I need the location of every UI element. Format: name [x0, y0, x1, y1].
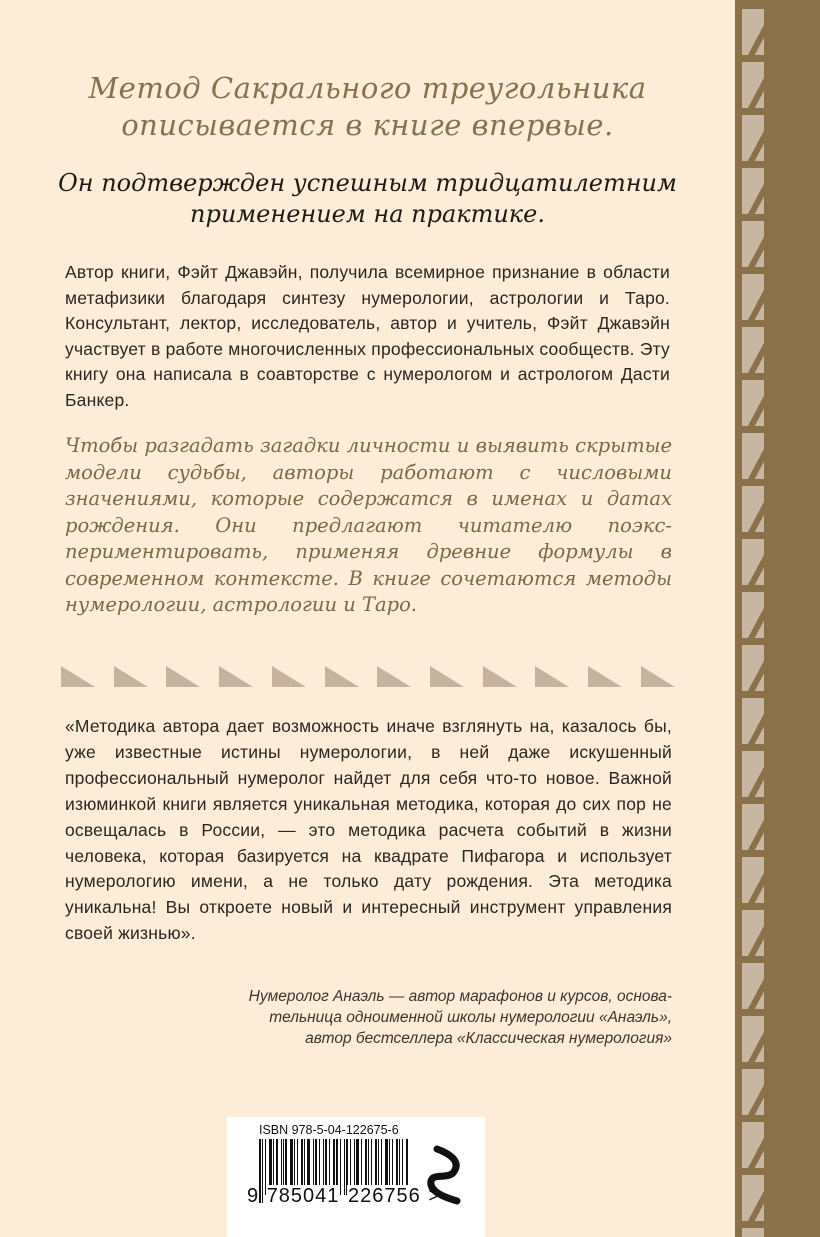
barcode-panel [227, 1117, 485, 1237]
barcode-arrow: > [428, 1185, 441, 1207]
spine-ornament [742, 0, 764, 1237]
quote-attribution [150, 986, 672, 1049]
triangle-ornament [325, 666, 359, 687]
spine-box [742, 1069, 764, 1115]
triangle-ornament [166, 666, 200, 687]
subheadline [0, 168, 735, 230]
description-paragraph: Чтобы разгадать загадки личности и выявить скрытые модели судьбы, авторы работают с числовыми значениями, которые содержатся в именах и датах рождения. Они предлагают читателю поэкспериментировать, применяя древние формулы в современном контексте. В книге сочетаются методы нумерологии, астрологии и Таро. [65, 434, 672, 616]
spine-box [742, 910, 764, 956]
subheadline-line-1: Он подтвержден успешным тридцатилетним [58, 169, 677, 197]
spine-box [742, 857, 764, 903]
spine-box [742, 62, 764, 108]
triangle-ornament [61, 666, 95, 687]
barcode-digits-group-2: 226756 [348, 1185, 421, 1207]
headline-line-1: Метод Сакрального треугольника [88, 71, 647, 105]
spine-box [742, 486, 764, 532]
spine-box [742, 1228, 764, 1237]
triangle-ornament [430, 666, 464, 687]
attribution-line-3: автор бестселлера «Классическая нумерология» [305, 1030, 672, 1047]
eksmo-logo-icon [423, 1145, 467, 1205]
spine-box [742, 592, 764, 638]
spine-box [742, 9, 764, 55]
spine-box [742, 751, 764, 797]
attribution-line-2: тельница одноименной школы нумерологии «Анаэль», [269, 1009, 672, 1026]
barcode-digits-group-1: 785041 [266, 1185, 340, 1207]
spine-box [742, 1122, 764, 1168]
spine-box [742, 380, 764, 426]
spine-box [742, 963, 764, 1009]
triangle-ornament [588, 666, 622, 687]
spine-box [742, 645, 764, 691]
triangle-ornament [483, 666, 517, 687]
spine-box [742, 698, 764, 744]
isbn-label: ISBN 978-5-04-122675-6 [259, 1123, 399, 1137]
spine-box [742, 115, 764, 161]
triangle-ornament [219, 666, 253, 687]
triangle-ornament [377, 666, 411, 687]
subheadline-line-2: применением на практике. [190, 200, 545, 228]
triangle-ornament [272, 666, 306, 687]
headline [0, 70, 735, 144]
barcode-digits [247, 1185, 441, 1208]
spine-box [742, 804, 764, 850]
review-quote: «Методика автора дает возможность иначе взглянуть на, казалось бы, уже известные истины нумерологии, в ней даже искушенный профессиональный нумеролог найдет для себя что-то новое. Важной изюминкой книги является уникальная методика, которая до сих пор не освещалась в России, — это методика расчета событий в жизни человека, которая базируется на квадрате Пифагора и использует нумерологию имени, а не только дату рождения. Эта методика уникальна! Вы откроете новый и интересный инструмент управления своей жизнью». [65, 716, 672, 944]
spine-box [742, 1016, 764, 1062]
spine-box [742, 433, 764, 479]
triangle-ornament [535, 666, 569, 687]
spine-box [742, 327, 764, 373]
spine-box [742, 1175, 764, 1221]
attribution-line-1: Нумеролог Анаэль — автор марафонов и курсов, основа- [248, 988, 672, 1005]
barcode-digit-first: 9 [247, 1185, 260, 1207]
spine-box [742, 539, 764, 585]
triangle-ornament-row [61, 666, 681, 688]
author-paragraph: Автор книги, Фэйт Джавэйн, получила всемирное признание в области метафизики благодаря синтезу нумерологии, астрологии и Таро. Консультант, лектор, исследователь, автор и учитель, Фэйт Джавэйн участвует в работе многочисленных профессиональных сообществ. Эту книгу она написала в соавторстве с нумерологом и астрологом Дасти Банкер. [65, 262, 670, 410]
spine-box [742, 221, 764, 267]
spine-box [742, 274, 764, 320]
triangle-ornament [641, 666, 675, 687]
headline-line-2: описывается в книге впервые. [121, 108, 614, 142]
spine-box [742, 168, 764, 214]
triangle-ornament [114, 666, 148, 687]
